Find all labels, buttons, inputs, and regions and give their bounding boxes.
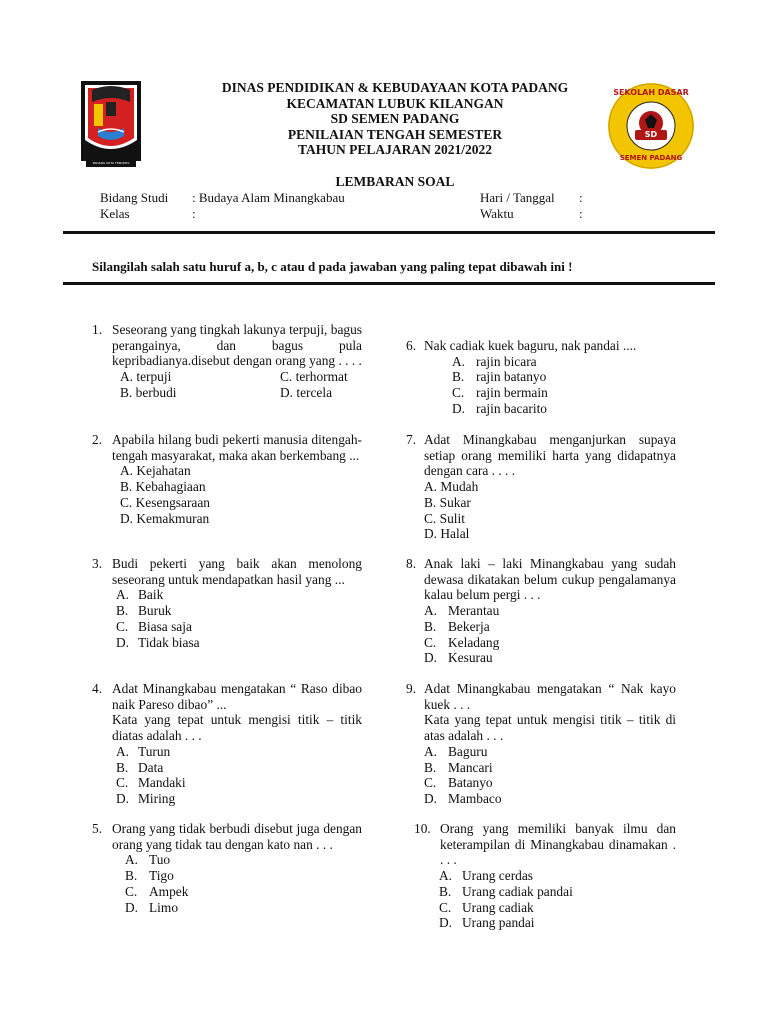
option-letter: C.	[452, 385, 465, 401]
option-letter: C.	[116, 775, 129, 791]
question-text: Adat Minangkabau menganjurkan supaya setiap orang memiliki harta yang didapatnya dengan cara . . . .	[424, 432, 676, 479]
question-text: Nak cadiak kuek baguru, nak pandai ....	[424, 338, 637, 353]
question-8	[406, 556, 676, 666]
instruction-text: Silangilah salah satu huruf a, b, c atau d pada jawaban yang paling tepat dibawah ini !	[92, 259, 573, 274]
option-letter: A.	[116, 587, 130, 603]
question-number: 10.	[414, 821, 431, 836]
question-6	[406, 338, 676, 417]
question-text: Budi pekerti yang baik akan menolong seseorang untuk mendapatkan hasil yang ...	[112, 556, 362, 587]
header-line-3: SD SEMEN PADANG	[330, 111, 460, 126]
option-text: Ampek	[149, 883, 189, 899]
option-letter: C.	[424, 775, 437, 791]
option-d[interactable]: D. Kemakmuran	[120, 510, 210, 526]
question-text-line: Kata yang tepat untuk mengisi titik – titik diatas adalah . . .	[112, 712, 362, 744]
question-7	[406, 432, 676, 542]
option-text: Mambaco	[448, 790, 502, 806]
option-text: Baguru	[448, 743, 488, 759]
question-4	[92, 681, 362, 807]
option-letter: C.	[116, 618, 129, 634]
option-text: Tigo	[149, 868, 174, 884]
option-b[interactable]: B. Sukar	[424, 494, 471, 510]
option-d[interactable]	[125, 900, 362, 916]
option-letter: A.	[452, 353, 466, 369]
question-text: Apabila hilang budi pekerti manusia ditengah-tengah masyarakat, maka akan berkembang ...	[112, 432, 362, 463]
option-letter: D.	[116, 790, 130, 806]
option-letter: D.	[424, 650, 438, 666]
question-number: 7.	[406, 432, 417, 447]
option-b[interactable]: B. Kebahagiaan	[120, 479, 206, 495]
question-text-line: Kata yang tepat untuk mengisi titik – titik di atas adalah . . .	[424, 712, 676, 744]
option-letter: B.	[424, 759, 437, 775]
option-a[interactable]	[439, 868, 676, 884]
option-letter: D.	[439, 915, 453, 931]
option-d[interactable]	[424, 791, 676, 807]
option-text: Buruk	[138, 603, 172, 619]
option-c[interactable]	[452, 385, 676, 401]
option-letter: A.	[116, 743, 130, 759]
option-letter: B.	[125, 868, 138, 884]
option-text: Miring	[138, 790, 176, 806]
header-line-5: TAHUN PELAJARAN 2021/2022	[297, 142, 492, 157]
option-letter: D.	[116, 634, 130, 650]
time-label: Waktu	[480, 206, 514, 221]
option-b[interactable]: B. berbudi	[120, 384, 177, 400]
option-letter: C.	[439, 899, 452, 915]
right-logo-center-text: SD	[644, 130, 658, 139]
option-c[interactable]	[424, 775, 676, 791]
option-text: Tuo	[149, 852, 171, 868]
left-logo-caption: PADANG KOTA TERCINTA	[92, 161, 130, 165]
option-b[interactable]	[439, 884, 676, 900]
option-letter: B.	[439, 883, 452, 899]
page-title: LEMBARAN SOAL	[335, 174, 455, 189]
option-letter: A.	[125, 852, 139, 868]
subject-value: : Budaya Alam Minangkabau	[192, 190, 345, 205]
option-b[interactable]	[125, 868, 362, 884]
question-number: 6.	[406, 338, 417, 353]
day-value: :	[579, 190, 583, 205]
divider-top	[63, 231, 715, 234]
option-letter: D.	[125, 899, 139, 915]
question-number: 2.	[92, 432, 103, 447]
option-a[interactable]: A. Mudah	[424, 479, 479, 495]
option-text: Tidak biasa	[138, 634, 200, 650]
question-3	[92, 556, 362, 650]
class-label: Kelas	[100, 206, 130, 221]
option-text: Keladang	[448, 634, 500, 650]
option-c[interactable]: C. terhormat	[280, 369, 348, 385]
option-text: rajin bermain	[476, 385, 548, 401]
option-a[interactable]	[424, 603, 676, 619]
question-text: Orang yang tidak berbudi disebut juga dengan orang yang tidak tau dengan kato nan . . .	[112, 821, 362, 852]
option-d[interactable]	[424, 650, 676, 666]
option-letter: B.	[116, 603, 129, 619]
option-a[interactable]	[116, 587, 362, 603]
option-letter: B.	[424, 618, 437, 634]
option-a[interactable]: A. terpuji	[120, 369, 172, 385]
option-text: Urang cadiak pandai	[462, 883, 573, 899]
option-text: Mancari	[448, 759, 493, 775]
option-letter: A.	[424, 743, 438, 759]
option-b[interactable]	[116, 760, 362, 776]
question-text-line: Adat Minangkabau mengatakan “ Nak kayo kuek . . .	[424, 681, 676, 712]
question-number: 9.	[406, 681, 417, 696]
header-line-4: PENILAIAN TENGAH SEMESTER	[287, 126, 503, 142]
option-d[interactable]	[116, 635, 362, 651]
question-number: 8.	[406, 556, 417, 571]
option-letter: C.	[125, 883, 138, 899]
option-text: Biasa saja	[138, 618, 192, 634]
option-c[interactable]	[439, 900, 676, 916]
option-text: rajin batanyo	[476, 369, 547, 385]
class-value: :	[192, 206, 196, 221]
right-logo-bottom-text: SEMEN PADANG	[619, 154, 683, 162]
option-a[interactable]	[116, 744, 362, 760]
option-d[interactable]: D. tercela	[280, 384, 333, 400]
option-c[interactable]: C. Kesengsaraan	[120, 494, 210, 510]
right-logo-top-text: SEKOLAH DASAR	[613, 88, 689, 97]
time-value: :	[579, 206, 583, 221]
option-letter: B.	[452, 369, 465, 385]
option-d[interactable]: D. Halal	[424, 526, 470, 542]
option-letter: D.	[424, 790, 438, 806]
question-number: 1.	[92, 322, 103, 337]
option-text: Urang pandai	[462, 915, 535, 931]
option-b[interactable]	[452, 369, 676, 385]
option-d[interactable]	[116, 791, 362, 807]
question-1	[92, 322, 362, 401]
question-text: Orang yang memiliki banyak ilmu dan keterampilan di Minangkabau dinamakan . . . .	[440, 821, 676, 868]
day-label: Hari / Tanggal	[480, 190, 555, 205]
question-text	[112, 681, 362, 744]
option-text: Urang cerdas	[462, 868, 534, 884]
option-text: Batanyo	[448, 775, 493, 791]
option-c[interactable]: C. Sulit	[424, 510, 465, 526]
option-text: Limo	[149, 899, 179, 915]
option-b[interactable]	[116, 603, 362, 619]
option-a[interactable]	[125, 852, 362, 868]
option-letter: A.	[439, 868, 453, 884]
option-text: rajin bacarito	[476, 400, 548, 416]
option-text: Baik	[138, 587, 164, 603]
option-b[interactable]	[424, 760, 676, 776]
option-d[interactable]	[452, 401, 676, 417]
option-text: Turun	[138, 743, 171, 759]
question-text-line: Adat Minangkabau mengatakan “ Raso dibao naik Pareso dibao” ...	[112, 681, 362, 712]
option-c[interactable]	[116, 775, 362, 791]
question-10	[414, 821, 676, 931]
question-number: 3.	[92, 556, 103, 571]
divider-bottom	[63, 282, 715, 285]
padang-city-logo	[80, 80, 142, 170]
question-5	[92, 821, 362, 915]
subject-label: Bidang Studi	[100, 190, 169, 205]
option-text: Bekerja	[448, 618, 490, 634]
option-a[interactable]	[452, 354, 676, 370]
option-text: Mandaki	[138, 775, 186, 791]
option-c[interactable]	[424, 635, 676, 651]
option-text: rajin bicara	[476, 353, 537, 369]
option-letter: D.	[452, 400, 466, 416]
question-number: 4.	[92, 681, 103, 696]
option-c[interactable]	[116, 619, 362, 635]
option-a[interactable]: A. Kejahatan	[120, 463, 191, 479]
school-header	[150, 80, 640, 158]
header-line-1: DINAS PENDIDIKAN & KEBUDAYAAN KOTA PADANG	[221, 80, 569, 95]
option-text: Urang cadiak	[462, 899, 534, 915]
option-a[interactable]	[424, 744, 676, 760]
option-b[interactable]	[424, 619, 676, 635]
option-letter: C.	[424, 634, 437, 650]
question-text: Seseorang yang tingkah lakunya terpuji, bagus perangainya, dan bagus pula kepribadianya.disebut dengan orang yang . . . .	[112, 322, 362, 369]
sd-semen-padang-logo	[607, 82, 695, 170]
question-9	[406, 681, 676, 807]
question-text: Anak laki – laki Minangkabau yang sudah dewasa dikatakan belum cukup pengalamanya kalau belum pergi . . .	[424, 556, 676, 603]
option-letter: B.	[116, 759, 129, 775]
option-text: Kesurau	[448, 650, 493, 666]
question-number: 5.	[92, 821, 103, 836]
header-line-2: KECAMATAN LUBUK KILANGAN	[286, 95, 504, 111]
option-text: Merantau	[448, 603, 500, 619]
option-text: Data	[138, 759, 164, 775]
question-text	[424, 681, 676, 744]
option-d[interactable]	[439, 915, 676, 931]
question-2	[92, 432, 362, 526]
option-c[interactable]	[125, 884, 362, 900]
option-letter: A.	[424, 603, 438, 619]
